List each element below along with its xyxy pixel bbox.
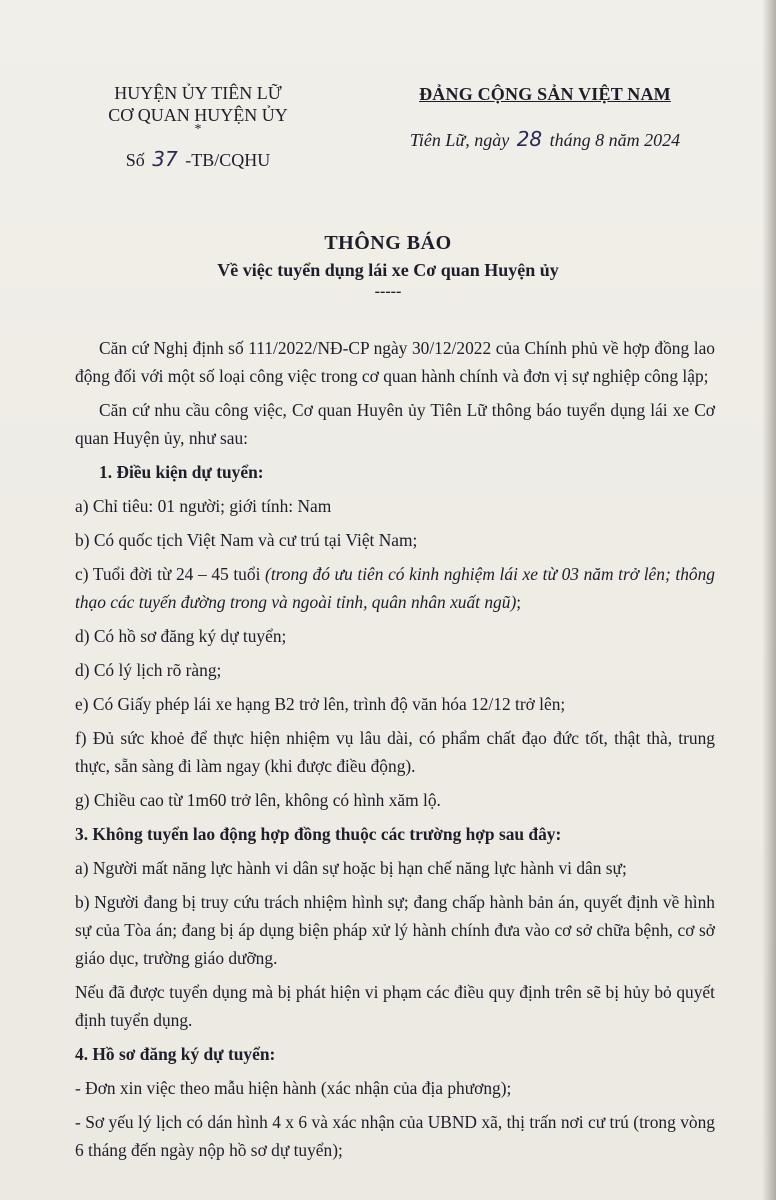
date-day-handwritten: 28 — [516, 127, 543, 151]
document-body — [75, 334, 715, 1170]
issue-date — [380, 127, 710, 151]
document-number — [78, 148, 318, 171]
condition-g: g) Chiều cao từ 1m60 trở lên, không có hình xăm lộ. — [75, 790, 441, 810]
section-1-heading: 1. Điều kiện dự tuyển: — [99, 462, 264, 482]
condition-c-note: (trong đó ưu tiên có kinh nghiệm lái xe từ 03 năm trở lên; thông thạo các tuyến đường trong và ngoài tỉnh, quân nhân xuất ngũ) — [75, 564, 715, 612]
date-suffix: tháng 8 năm 2024 — [549, 130, 681, 150]
party-name: ĐẢNG CỘNG SẢN VIỆT NAM — [419, 84, 671, 104]
date-prefix: Tiên Lữ, ngày — [409, 130, 510, 150]
condition-a: a) Chỉ tiêu: 01 người; giới tính: Nam — [75, 496, 332, 516]
org-line-1: HUYỆN ỦY TIÊN LỮ — [114, 83, 282, 103]
condition-c-main: c) Tuổi đời từ 24 – 45 tuổi — [75, 564, 261, 584]
intro-paragraph-2: Căn cứ nhu cầu công việc, Cơ quan Huyên ủy Tiên Lữ thông báo tuyển dụng lái xe Cơ quan Huyện ủy, như sau: — [75, 400, 715, 448]
section-4-heading: 4. Hồ sơ đăng ký dự tuyển: — [75, 1044, 276, 1064]
condition-d2: d) Có lý lịch rõ ràng; — [75, 660, 222, 680]
party-block — [380, 84, 710, 151]
document-subtitle: Về việc tuyển dụng lái xe Cơ quan Huyện ủy — [217, 260, 559, 280]
star-mark: * — [194, 122, 202, 137]
exclusion-note: Nếu đã được tuyển dụng mà bị phát hiện vi phạm các điều quy định trên sẽ bị hủy bỏ quyết định tuyển dụng. — [75, 982, 715, 1030]
org-line-2: CƠ QUAN HUYỆN ỦY — [108, 105, 288, 125]
intro-paragraph-1: Căn cứ Nghị định số 111/2022/NĐ-CP ngày 30/12/2022 của Chính phủ về hợp đồng lao động đối với một số loại công việc trong cơ quan hành chính và đơn vị sự nghiệp công lập; — [75, 338, 715, 386]
condition-e: e) Có Giấy phép lái xe hạng B2 trở lên, trình độ văn hóa 12/12 trở lên; — [75, 694, 566, 714]
exclusion-a: a) Người mất năng lực hành vi dân sự hoặc bị hạn chế năng lực hành vi dân sự; — [75, 858, 627, 878]
document-title: THÔNG BÁO — [324, 232, 452, 254]
condition-c-end: ; — [516, 592, 522, 612]
doc-number-handwritten: 37 — [152, 147, 178, 171]
doc-suffix: -TB/CQHU — [185, 150, 271, 170]
condition-f: f) Đủ sức khoẻ để thực hiện nhiệm vụ lâu dài, có phẩm chất đạo đức tốt, thật thà, trung thực, sẵn sàng đi làm ngay (khi được điều động). — [75, 728, 715, 776]
condition-c — [75, 560, 715, 616]
doc-prefix: Số — [125, 150, 145, 170]
issuer-block — [78, 82, 318, 171]
exclusion-b: b) Người đang bị truy cứu trách nhiệm hình sự; đang chấp hành bản án, quyết định về hình sự của Tòa án; đang bị áp dụng biện pháp xử lý hành chính đưa vào cơ sở chữa bệnh, cơ sở giáo dục, trường giáo dưỡng. — [75, 892, 715, 968]
section-3-heading: 3. Không tuyển lao động hợp đồng thuộc các trường hợp sau đây: — [75, 824, 562, 844]
dossier-item-1: - Đơn xin việc theo mẫu hiện hành (xác nhận của địa phương); — [75, 1078, 512, 1098]
dossier-item-2: - Sơ yếu lý lịch có dán hình 4 x 6 và xác nhận của UBND xã, thị trấn nơi cư trú (trong vòng 6 tháng đến ngày nộp hồ sơ dự tuyển); — [75, 1112, 715, 1160]
condition-d1: d) Có hồ sơ đăng ký dự tuyển; — [75, 626, 287, 646]
page-edge-shadow — [762, 0, 776, 1200]
condition-b: b) Có quốc tịch Việt Nam và cư trú tại Việt Nam; — [75, 530, 418, 550]
title-separator: ----- — [374, 283, 402, 300]
